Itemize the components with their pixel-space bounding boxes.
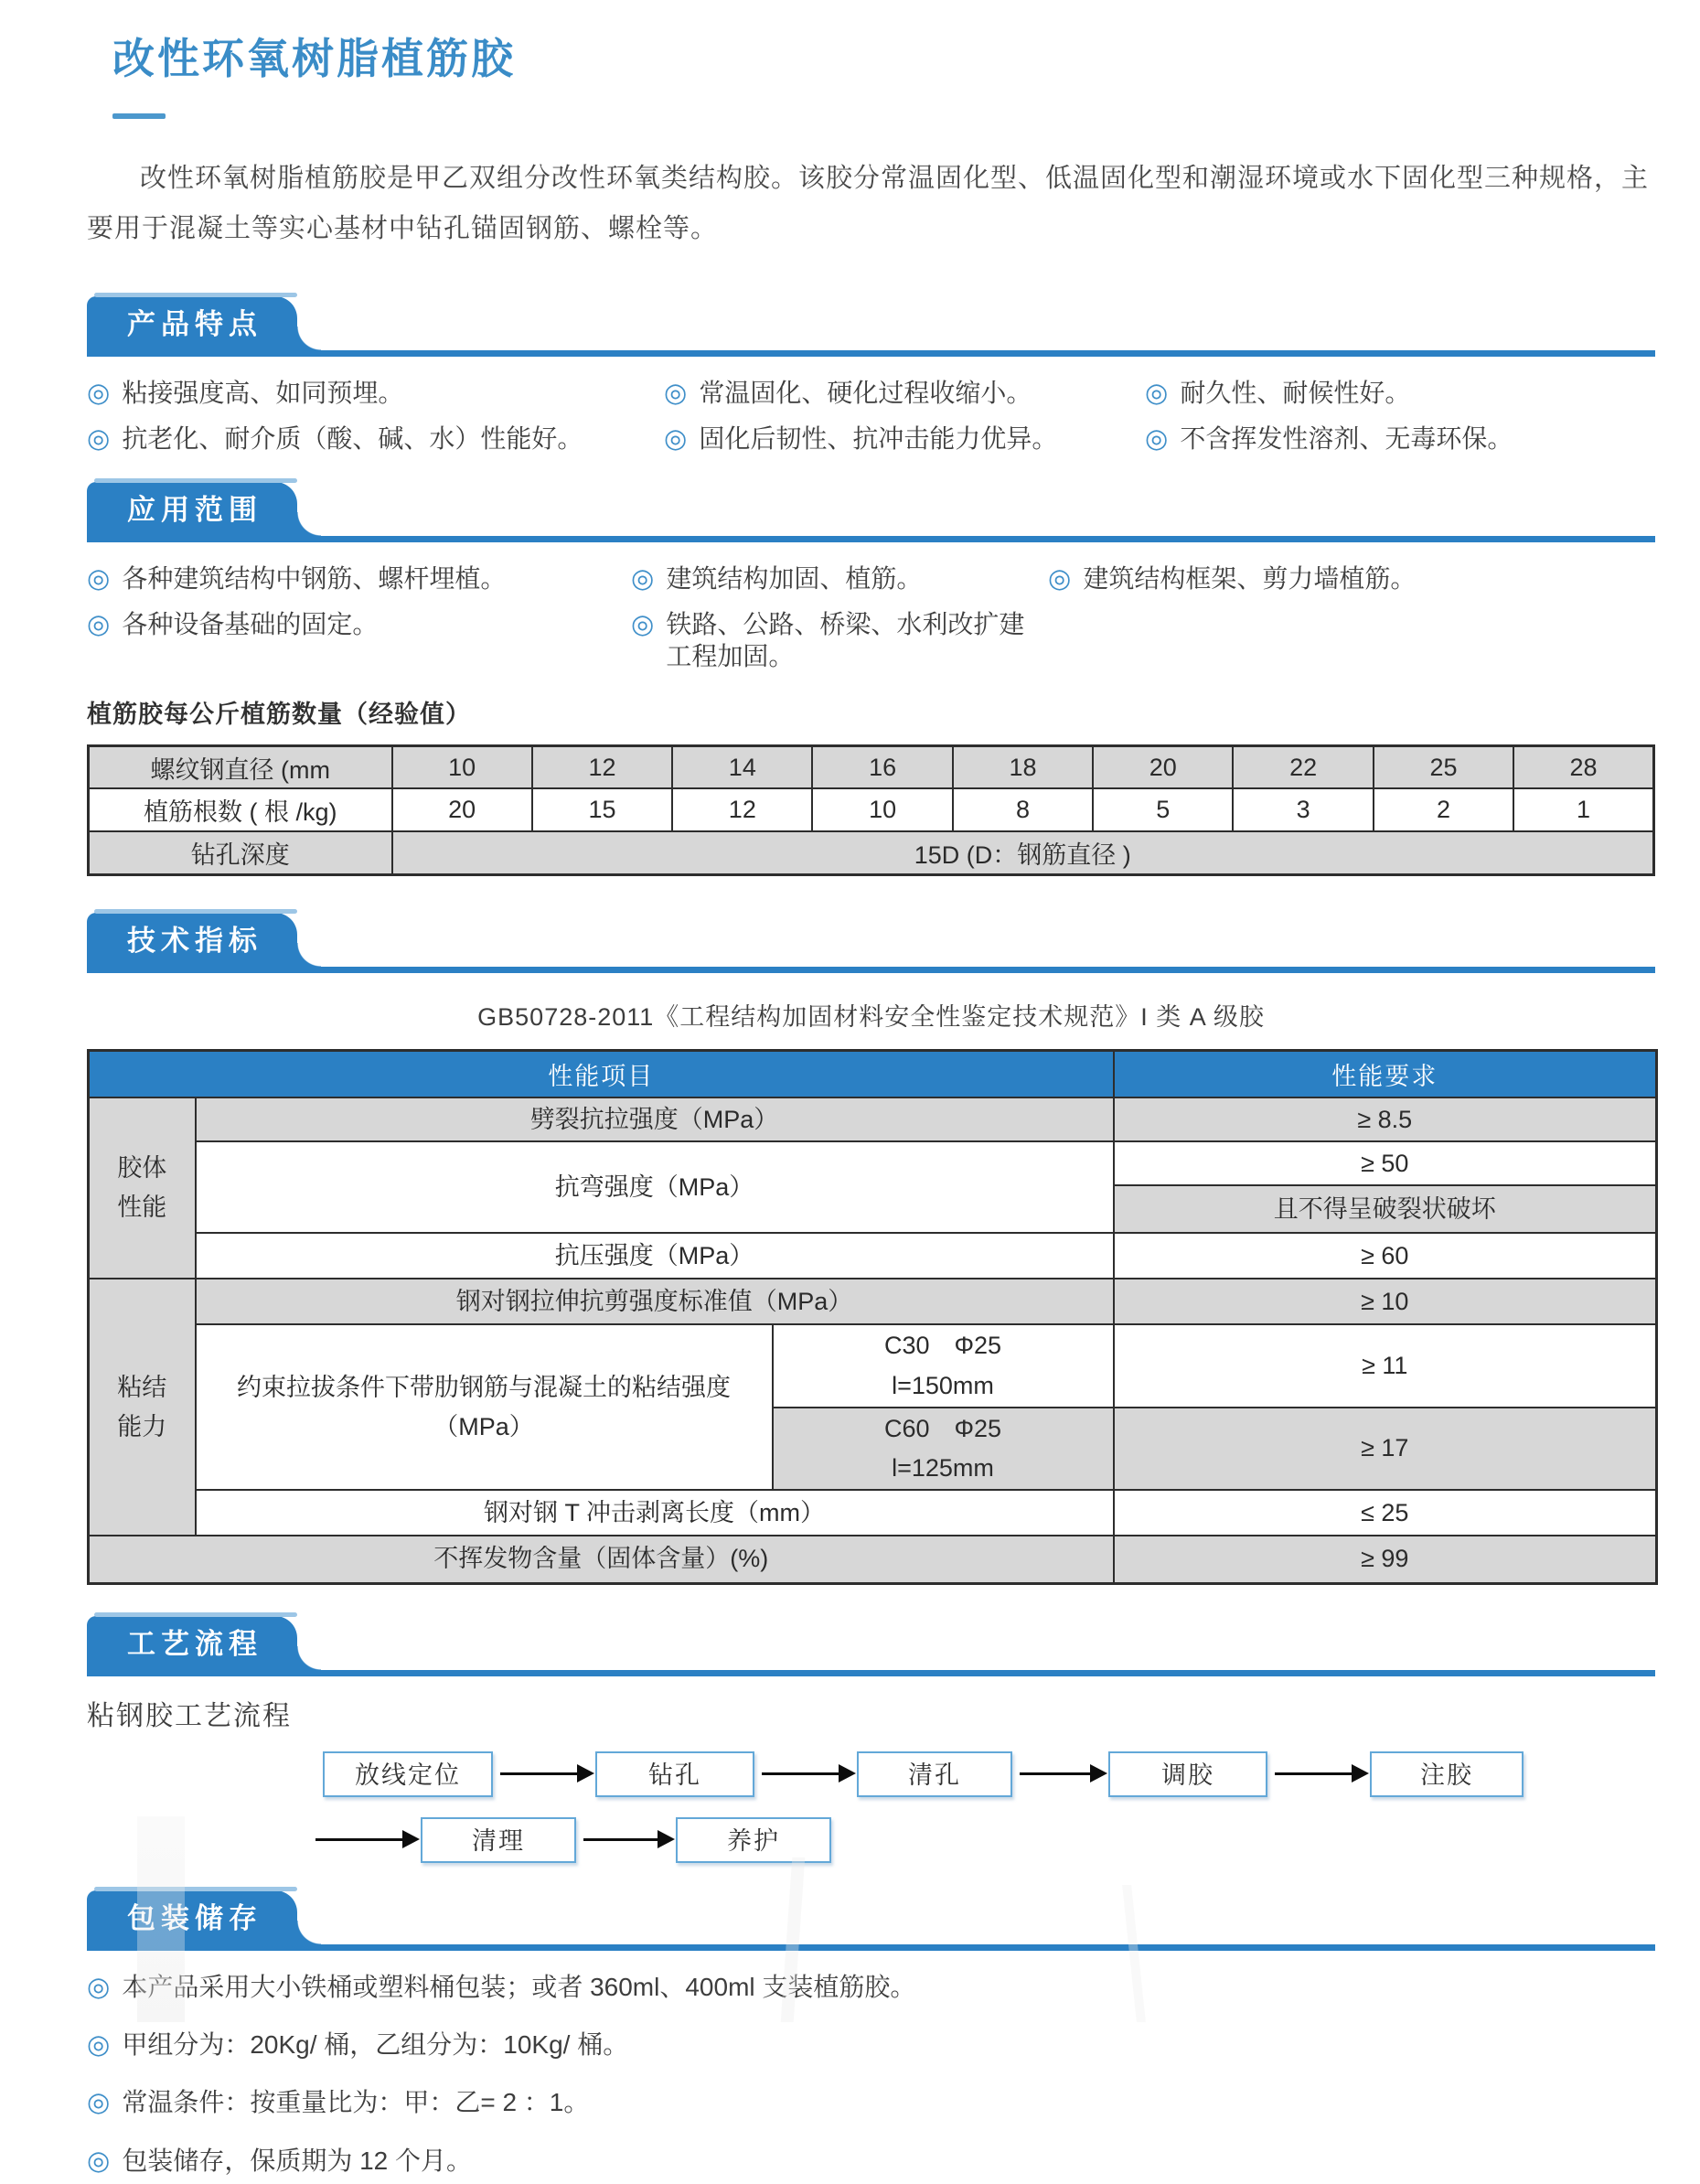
feature-text: 不含挥发性溶剂、无毒环保。 [1180,424,1513,454]
rebar-table-caption: 植筋胶每公斤植筋数量（经验值） [87,700,471,728]
flow-arrow-icon [583,1838,658,1841]
flow-arrow-icon [1275,1772,1352,1775]
tech-standard-caption: GB50728-2011《工程结构加固材料安全性鉴定技术规范》I 类 A 级胶 [477,1002,1265,1031]
packaging-badge-label: 包装储存 [127,1901,262,1934]
flow-step: 注胶 [1370,1751,1524,1797]
bullet-icon: ◎ [664,379,688,409]
cell: 3 [1233,788,1373,831]
tech-item-value: ≤ 25 [1114,1490,1657,1536]
cell: 10 [812,788,952,831]
tech-group-bond: 粘结 能力 [89,1279,196,1536]
application-item [87,562,631,595]
flow-step: 调胶 [1108,1751,1267,1797]
tech-header-item: 性能项目 [89,1050,1114,1097]
features-badge [87,296,297,350]
packaging-item [87,2081,1655,2125]
packaging-text: 常温条件：按重量比为：甲：乙= 2 ：1。 [122,2088,590,2117]
application-text: 铁路、公路、桥梁、水利改扩建工程加固。 [666,609,1025,670]
section-header-tech [87,913,1655,973]
tech-item-value: ≥ 50 [1114,1141,1657,1185]
cell: 2 [1374,788,1513,831]
flow-step: 养护 [676,1817,831,1863]
cell: 16 [812,745,952,788]
bullet-icon: ◎ [87,2146,111,2176]
feature-item [664,377,1145,410]
drill-depth-row [89,831,1654,874]
cell: 22 [1233,745,1373,788]
tech-sub-condition: C30 Φ25 l=150mm [773,1324,1114,1407]
application-item [631,608,1048,672]
packaging-item [87,2023,1655,2068]
tech-item-label: 抗弯强度（MPa） [196,1141,1114,1233]
bullet-icon: ◎ [664,424,688,455]
intro-paragraph: 改性环氧树脂植筋胶是甲乙双组分改性环氧类结构胶。该胶分常温固化型、低温固化型和潮湿环境或水下固化型三种规格，主要用于混凝土等实心基材中钻孔锚固钢筋、螺栓等。 [87,164,1650,244]
tech-row [89,1097,1657,1141]
bullet-icon: ◎ [631,609,655,639]
tech-row [89,1233,1657,1279]
cell: 15 [532,788,672,831]
applications-badge-label: 应用范围 [127,493,262,526]
title-underline-dash [112,113,166,119]
flow-step: 清孔 [857,1751,1012,1797]
tech-spec-table [87,1049,1658,1585]
feature-item [664,423,1145,455]
tech-row [89,1141,1657,1185]
packaging-list [87,1965,1655,2184]
bullet-icon: ◎ [87,563,111,594]
rebar-count-table [87,744,1655,876]
cell: 20 [392,788,532,831]
features-list [87,377,1655,456]
bullet-icon: ◎ [87,424,111,455]
cell: 8 [953,788,1093,831]
rebar-diameter-row [89,745,1654,788]
tech-item-label: 钢对钢拉伸抗剪强度标准值（MPa） [196,1279,1114,1324]
section-header-applications [87,482,1655,542]
bullet-icon: ◎ [631,563,655,594]
process-flowchart [87,1737,1655,1881]
cell: 12 [532,745,672,788]
bullet-icon: ◎ [1048,563,1072,594]
tech-item-label: 钢对钢 T 冲击剥离长度（mm） [196,1490,1114,1536]
cell: 14 [672,745,812,788]
bullet-icon: ◎ [1145,424,1169,455]
application-item [87,608,631,672]
bullet-icon: ◎ [1145,379,1169,409]
packaging-badge [87,1890,297,1944]
tech-item-value: ≥ 99 [1114,1536,1657,1583]
packaging-text: 包装储存，保质期为 12 个月。 [122,2146,473,2175]
cell: 25 [1374,745,1513,788]
application-text: 各种建筑结构中钢筋、螺杆埋植。 [122,563,507,593]
cell: 28 [1513,745,1653,788]
bullet-icon: ◎ [87,1972,111,2002]
feature-text: 固化后韧性、抗冲击能力优异。 [699,424,1058,454]
bullet-icon: ◎ [87,609,111,639]
tech-header-row [89,1050,1657,1097]
section-header-process [87,1616,1655,1676]
tech-item-value: ≥ 11 [1114,1324,1657,1407]
bullet-icon: ◎ [87,2029,111,2060]
features-badge-label: 产品特点 [127,308,262,341]
cell: 10 [392,745,532,788]
cell: 20 [1093,745,1233,788]
tech-group-glue: 胶体 性能 [89,1097,196,1279]
section-header-features [87,296,1655,357]
tech-row [89,1536,1657,1583]
bullet-icon: ◎ [87,379,111,409]
flow-arrow-icon [500,1772,577,1775]
tech-sub-condition: C60 Φ25 l=125mm [773,1408,1114,1490]
tech-row [89,1279,1657,1324]
feature-item [1145,377,1655,410]
tech-badge-label: 技术指标 [127,924,262,957]
tech-item-label: 不挥发物含量（固体含量）(%) [89,1536,1114,1583]
packaging-item [87,1965,1655,2010]
tech-item-label: 抗压强度（MPa） [196,1233,1114,1279]
tech-item-value: ≥ 10 [1114,1279,1657,1324]
application-item [631,562,1048,595]
process-badge-label: 工艺流程 [127,1627,262,1660]
application-item [1048,562,1655,595]
feature-item [1145,423,1655,455]
flow-arrow-icon [1020,1772,1090,1775]
packaging-text: 本产品采用大小铁桶或塑料桶包装；或者 360ml、400ml 支装植筋胶。 [122,1972,916,2001]
tech-item-label: 约束拉拔条件下带肋钢筋与混凝土的粘结强度 （MPa） [196,1324,773,1490]
process-subtitle: 粘钢胶工艺流程 [87,1700,292,1731]
tech-row [89,1324,1657,1407]
page-title: 改性环氧树脂植筋胶 [112,35,516,82]
tech-header-req: 性能要求 [1114,1050,1657,1097]
cell: 1 [1513,788,1653,831]
tech-row [89,1490,1657,1536]
packaging-text: 甲组分为：20Kg/ 桶，乙组分为：10Kg/ 桶。 [122,2029,629,2059]
feature-text: 耐久性、耐候性好。 [1180,379,1411,408]
application-text: 各种设备基础的固定。 [122,609,379,638]
flow-arrow-icon [315,1838,402,1841]
application-text: 建筑结构框架、剪力墙植筋。 [1083,563,1417,593]
process-badge [87,1616,297,1670]
tech-item-label: 劈裂抗拉强度（MPa） [196,1097,1114,1141]
flow-step: 钻孔 [595,1751,754,1797]
cell: 5 [1093,788,1233,831]
flow-step: 清理 [421,1817,576,1863]
flow-step: 放线定位 [323,1751,493,1797]
applications-badge [87,482,297,536]
row-label: 植筋根数 ( 根 /kg) [89,788,392,831]
tech-badge [87,913,297,967]
drill-depth-value: 15D (D：钢筋直径 ) [392,831,1654,874]
row-label: 螺纹钢直径 (mm [89,745,392,788]
section-header-packaging [87,1890,1655,1951]
flow-arrow-icon [762,1772,839,1775]
feature-item [87,377,664,410]
application-text: 建筑结构加固、植筋。 [666,563,923,593]
rebar-count-row [89,788,1654,831]
tech-item-value: ≥ 8.5 [1114,1097,1657,1141]
packaging-item [87,2139,1655,2184]
cell: 12 [672,788,812,831]
bullet-icon: ◎ [87,2088,111,2118]
feature-text: 常温固化、硬化过程收缩小。 [699,379,1032,408]
tech-item-value: ≥ 60 [1114,1233,1657,1279]
row-label: 钻孔深度 [89,831,392,874]
applications-list [87,562,1655,672]
tech-item-value: 且不得呈破裂状破坏 [1114,1185,1657,1233]
tech-item-value: ≥ 17 [1114,1408,1657,1490]
feature-text: 粘接强度高、如同预埋。 [122,379,404,408]
cell: 18 [953,745,1093,788]
feature-text: 抗老化、耐介质（酸、碱、水）性能好。 [122,424,583,454]
feature-item [87,423,664,455]
